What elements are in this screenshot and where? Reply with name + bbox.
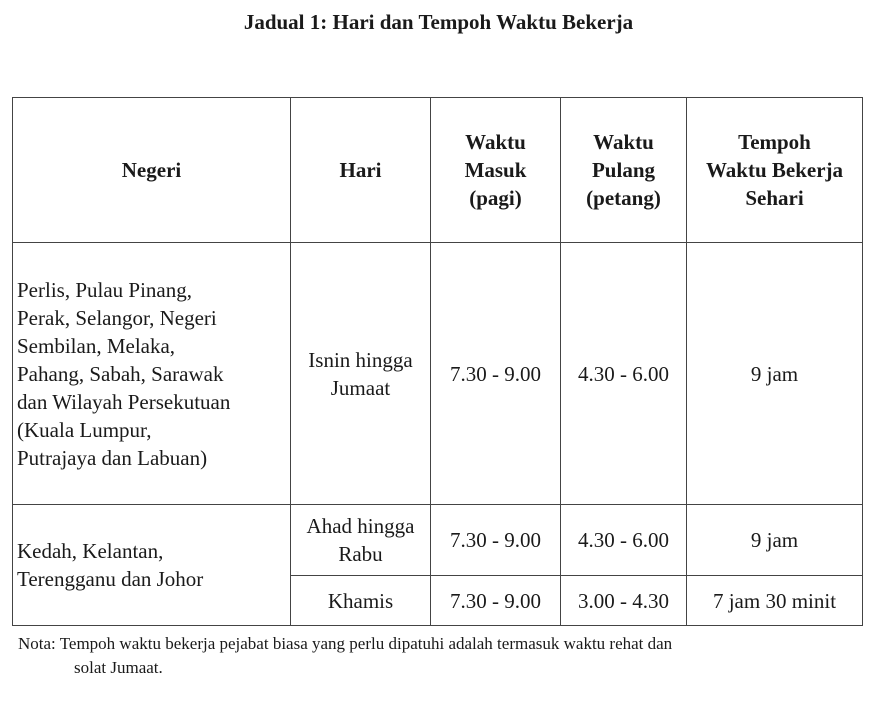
table-row (13, 505, 863, 576)
footnote-line-2: solat Jumaat. (74, 658, 163, 677)
working-hours-table (12, 97, 863, 626)
cell-tempoh: 9 jam (687, 505, 863, 576)
header-waktu-pulang: Waktu Pulang (petang) (561, 98, 687, 243)
header-waktu-masuk: Waktu Masuk (pagi) (431, 98, 561, 243)
cell-hari: Khamis (291, 576, 431, 626)
cell-tempoh: 7 jam 30 minit (687, 576, 863, 626)
header-negeri: Negeri (13, 98, 291, 243)
footnote-line-1: Nota: Tempoh waktu bekerja pejabat biasa yang perlu dipatuhi adalah termasuk waktu rehat dan (18, 634, 673, 653)
cell-hari: Ahad hingga Rabu (291, 505, 431, 576)
cell-waktu-pulang: 4.30 - 6.00 (561, 243, 687, 505)
cell-waktu-pulang: 4.30 - 6.00 (561, 505, 687, 576)
cell-negeri-group2: Kedah, Kelantan, Terengganu dan Johor (13, 505, 291, 626)
table-title: Jadual 1: Hari dan Tempoh Waktu Bekerja (243, 10, 634, 34)
cell-waktu-masuk: 7.30 - 9.00 (431, 576, 561, 626)
cell-waktu-pulang: 3.00 - 4.30 (561, 576, 687, 626)
header-row (13, 98, 863, 243)
table-row (13, 243, 863, 505)
cell-hari: Isnin hingga Jumaat (291, 243, 431, 505)
header-hari: Hari (291, 98, 431, 243)
header-tempoh: Tempoh Waktu Bekerja Sehari (687, 98, 863, 243)
footnote (18, 632, 863, 680)
cell-waktu-masuk: 7.30 - 9.00 (431, 243, 561, 505)
cell-tempoh: 9 jam (687, 243, 863, 505)
cell-negeri-group1: Perlis, Pulau Pinang, Perak, Selangor, Negeri Sembilan, Melaka, Pahang, Sabah, Sarawak dan Wilayah Persekutuan (Kuala Lumpur, Putrajaya dan Labuan) (13, 243, 291, 505)
cell-waktu-masuk: 7.30 - 9.00 (431, 505, 561, 576)
